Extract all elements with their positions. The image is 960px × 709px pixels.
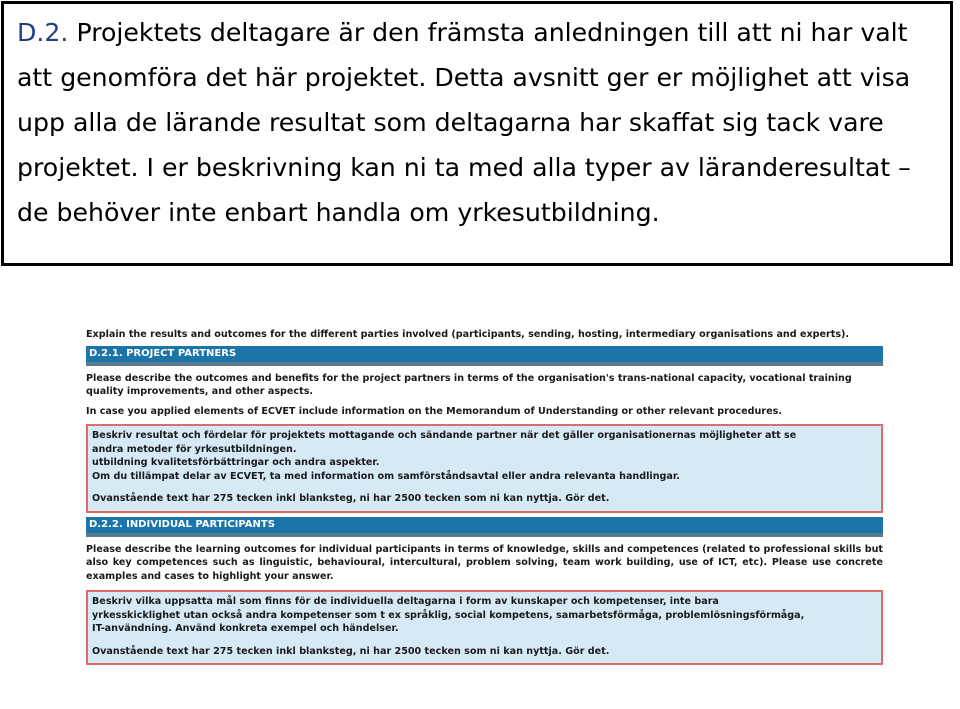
summary-callout <box>1 1 953 266</box>
form-intro: Explain the results and outcomes for the different parties involved (participants, sending, hosting, intermediary organisations and experts). <box>86 329 850 340</box>
section-number: D.2. <box>17 18 69 47</box>
answer-line: Om du tillämpat delar av ECVET, ta med information om samförståndsavtal eller andra relevanta handlingar. <box>92 470 680 482</box>
character-limit-note: Ovanstående text har 275 tecken inkl blanksteg, ni har 2500 tecken som ni kan nyttja. Gör det. <box>92 493 610 504</box>
project-partners-prompt: Please describe the outcomes and benefits for the project partners in terms of the organisation's trans-national capacity, vocational training quality improvements, and other aspects. <box>86 372 883 399</box>
section-header-project-partners: D.2.1. PROJECT PARTNERS <box>86 346 883 366</box>
callout-body: Projektets deltagare är den främsta anledningen till att ni har valt att genomföra det här projektet. Detta avsnitt ger er möjlighet att visa upp alla de lärande resultat som deltagarna har skaffat sig tack vare projektet. I er beskrivning kan ni ta med alla typer av läranderesultat – de behöver inte enbart handla om yrkesutbildning. <box>17 18 911 227</box>
callout-paragraph <box>17 10 940 235</box>
answer-line: andra metoder för yrkesutbildningen. <box>92 443 297 455</box>
form-excerpt <box>86 328 883 665</box>
answer-line: IT-användning. Använd konkreta exempel och händelser. <box>92 623 399 634</box>
individual-participants-prompt: Please describe the learning outcomes for individual participants in terms of knowledge, skills and competences (related to professional skills but also key competences such as linguistic, behavioural, intercultural, problem solving, team work building, use of ICT, etc). Please use concrete examples and cases to highlight your answer. <box>86 543 883 582</box>
section-header-individual-participants: D.2.2. INDIVIDUAL PARTICIPANTS <box>86 517 883 537</box>
answer-line: Beskriv resultat och fördelar för projektets mottagande och sändande partner när det gäller organisationernas möjligheter att se <box>92 430 797 441</box>
answer-line: Beskriv vilka uppsatta mål som finns för de individuella deltagarna i form av kunskaper och kompetenser, inte bara <box>92 596 719 607</box>
character-limit-note: Ovanstående text har 275 tecken inkl blanksteg, ni har 2500 tecken som ni kan nyttja. Gör det. <box>92 645 610 657</box>
ecvet-note: In case you applied elements of ECVET include information on the Memorandum of Understanding or other relevant procedures. <box>86 405 782 417</box>
answer-line: yrkesskicklighet utan också andra kompetenser som t ex språklig, social kompetens, samarbetsförmåga, problemlösningsförmåga, <box>92 609 805 621</box>
answer-line: utbildning kvalitetsförbättringar och andra aspekter. <box>92 457 380 468</box>
individual-participants-answer-field[interactable] <box>86 590 883 665</box>
project-partners-answer-field[interactable] <box>86 424 883 513</box>
